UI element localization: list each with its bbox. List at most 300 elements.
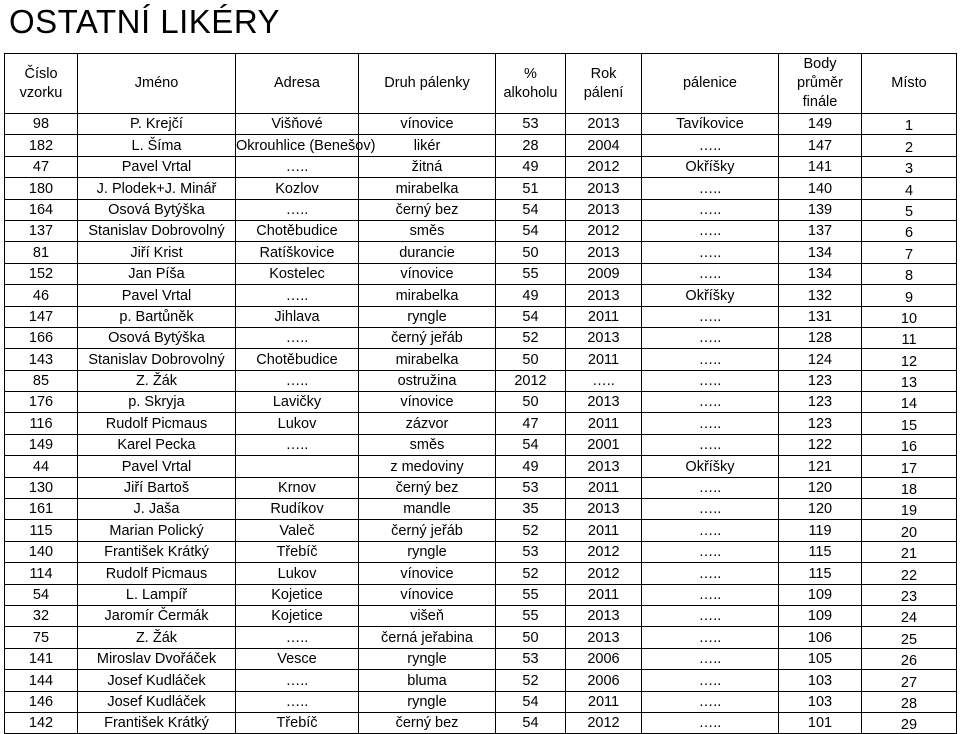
cell-spirit-type: ryngle xyxy=(359,648,496,669)
cell-distillery: Okříšky xyxy=(642,285,779,306)
cell-spirit-type: durancie xyxy=(359,242,496,263)
cell-alcohol: 47 xyxy=(496,413,566,434)
cell-distillery: ….. xyxy=(642,712,779,733)
cell-alcohol: 28 xyxy=(496,135,566,156)
cell-sample-number: 81 xyxy=(5,242,78,263)
cell-distillery: ….. xyxy=(642,242,779,263)
cell-points: 115 xyxy=(779,563,862,584)
cell-name: Z. Žák xyxy=(78,370,236,391)
cell-alcohol: 54 xyxy=(496,434,566,455)
cell-distillery: ….. xyxy=(642,178,779,199)
cell-rank: 17 xyxy=(862,456,957,477)
cell-rank: 15 xyxy=(862,413,957,434)
cell-sample-number: 166 xyxy=(5,327,78,348)
cell-name: Karel Pecka xyxy=(78,434,236,455)
table-row xyxy=(5,392,957,413)
table-row xyxy=(5,242,957,263)
cell-name: Josef Kudláček xyxy=(78,691,236,712)
cell-name: p. Skryja xyxy=(78,392,236,413)
cell-alcohol: 55 xyxy=(496,584,566,605)
table-row xyxy=(5,327,957,348)
table-row xyxy=(5,605,957,626)
cell-year: 2011 xyxy=(566,306,642,327)
cell-rank: 11 xyxy=(862,327,957,348)
cell-sample-number: 142 xyxy=(5,712,78,733)
cell-year: 2006 xyxy=(566,670,642,691)
cell-name: Osová Bytýška xyxy=(78,199,236,220)
cell-alcohol: 52 xyxy=(496,563,566,584)
cell-sample-number: 130 xyxy=(5,477,78,498)
results-table xyxy=(4,53,957,734)
cell-address: Kozlov xyxy=(236,178,359,199)
cell-alcohol: 54 xyxy=(496,712,566,733)
cell-points: 123 xyxy=(779,370,862,391)
cell-year: 2011 xyxy=(566,413,642,434)
cell-address: Višňové xyxy=(236,114,359,135)
cell-spirit-type: ryngle xyxy=(359,306,496,327)
cell-sample-number: 176 xyxy=(5,392,78,413)
cell-spirit-type: černý bez xyxy=(359,712,496,733)
cell-sample-number: 98 xyxy=(5,114,78,135)
cell-spirit-type: mirabelka xyxy=(359,285,496,306)
cell-sample-number: 164 xyxy=(5,199,78,220)
cell-year: 2013 xyxy=(566,199,642,220)
table-row xyxy=(5,691,957,712)
cell-name: Miroslav Dvořáček xyxy=(78,648,236,669)
cell-points: 147 xyxy=(779,135,862,156)
cell-address: Třebíč xyxy=(236,541,359,562)
cell-year: 2012 xyxy=(566,712,642,733)
table-row xyxy=(5,520,957,541)
cell-points: 134 xyxy=(779,263,862,284)
cell-sample-number: 141 xyxy=(5,648,78,669)
cell-name: Rudolf Picmaus xyxy=(78,413,236,434)
cell-points: 120 xyxy=(779,499,862,520)
cell-name: František Krátký xyxy=(78,541,236,562)
cell-sample-number: 143 xyxy=(5,349,78,370)
cell-sample-number: 47 xyxy=(5,156,78,177)
cell-spirit-type: vínovice xyxy=(359,584,496,605)
table-row xyxy=(5,156,957,177)
cell-year: 2011 xyxy=(566,520,642,541)
table-row xyxy=(5,178,957,199)
cell-name: L. Lampíř xyxy=(78,584,236,605)
cell-alcohol: 55 xyxy=(496,263,566,284)
cell-distillery: ….. xyxy=(642,199,779,220)
cell-address: Okrouhlice (Benešov) xyxy=(236,135,359,156)
cell-address: ….. xyxy=(236,670,359,691)
cell-spirit-type: vínovice xyxy=(359,563,496,584)
cell-points: 120 xyxy=(779,477,862,498)
cell-rank: 1 xyxy=(862,114,957,135)
cell-points: 105 xyxy=(779,648,862,669)
cell-alcohol: 53 xyxy=(496,114,566,135)
cell-address: Lavičky xyxy=(236,392,359,413)
cell-name: Josef Kudláček xyxy=(78,670,236,691)
cell-address: ….. xyxy=(236,156,359,177)
cell-name: Jaromír Čermák xyxy=(78,605,236,626)
cell-spirit-type: vínovice xyxy=(359,392,496,413)
cell-alcohol: 53 xyxy=(496,648,566,669)
cell-spirit-type: černý jeřáb xyxy=(359,327,496,348)
page-title: OSTATNÍ LIKÉRY xyxy=(9,3,281,40)
table-row xyxy=(5,712,957,733)
cell-year: 2013 xyxy=(566,178,642,199)
cell-address: Jihlava xyxy=(236,306,359,327)
cell-distillery: ….. xyxy=(642,648,779,669)
cell-year: 2006 xyxy=(566,648,642,669)
cell-points: 124 xyxy=(779,349,862,370)
cell-year: 2001 xyxy=(566,434,642,455)
cell-spirit-type: zázvor xyxy=(359,413,496,434)
cell-sample-number: 85 xyxy=(5,370,78,391)
table-row xyxy=(5,477,957,498)
cell-name: J. Plodek+J. Minář xyxy=(78,178,236,199)
table-row xyxy=(5,541,957,562)
cell-spirit-type: černá jeřabina xyxy=(359,627,496,648)
cell-rank: 22 xyxy=(862,563,957,584)
table-row xyxy=(5,456,957,477)
col-header-palenice: pálenice xyxy=(642,54,779,114)
cell-points: 134 xyxy=(779,242,862,263)
cell-year: 2013 xyxy=(566,392,642,413)
cell-rank: 6 xyxy=(862,220,957,241)
cell-address: Kojetice xyxy=(236,605,359,626)
cell-address: ….. xyxy=(236,199,359,220)
cell-sample-number: 149 xyxy=(5,434,78,455)
cell-year: 2013 xyxy=(566,114,642,135)
cell-name: Jiří Bartoš xyxy=(78,477,236,498)
cell-distillery: ….. xyxy=(642,541,779,562)
table-row xyxy=(5,370,957,391)
cell-year: 2011 xyxy=(566,584,642,605)
cell-alcohol: 54 xyxy=(496,220,566,241)
cell-alcohol: 54 xyxy=(496,691,566,712)
table-row xyxy=(5,220,957,241)
cell-rank: 14 xyxy=(862,392,957,413)
cell-alcohol: 2012 xyxy=(496,370,566,391)
cell-name: Pavel Vrtal xyxy=(78,285,236,306)
cell-sample-number: 116 xyxy=(5,413,78,434)
col-header-misto: Místo xyxy=(862,54,957,114)
cell-address: Rudíkov xyxy=(236,499,359,520)
cell-distillery: ….. xyxy=(642,627,779,648)
cell-alcohol: 53 xyxy=(496,477,566,498)
cell-address: ….. xyxy=(236,434,359,455)
cell-points: 137 xyxy=(779,220,862,241)
cell-address: Valeč xyxy=(236,520,359,541)
cell-distillery: ….. xyxy=(642,691,779,712)
cell-rank: 8 xyxy=(862,263,957,284)
col-header-jmeno: Jméno xyxy=(78,54,236,114)
cell-name: P. Krejčí xyxy=(78,114,236,135)
cell-points: 140 xyxy=(779,178,862,199)
cell-distillery: Okříšky xyxy=(642,156,779,177)
cell-rank: 29 xyxy=(862,712,957,733)
cell-distillery: ….. xyxy=(642,327,779,348)
cell-points: 101 xyxy=(779,712,862,733)
cell-name: Jiří Krist xyxy=(78,242,236,263)
cell-rank: 28 xyxy=(862,691,957,712)
cell-sample-number: 137 xyxy=(5,220,78,241)
table-header xyxy=(5,54,957,114)
cell-sample-number: 147 xyxy=(5,306,78,327)
table-row xyxy=(5,263,957,284)
cell-spirit-type: vínovice xyxy=(359,263,496,284)
cell-address: Kojetice xyxy=(236,584,359,605)
table-row xyxy=(5,584,957,605)
cell-year: 2013 xyxy=(566,499,642,520)
cell-sample-number: 180 xyxy=(5,178,78,199)
cell-spirit-type: ostružina xyxy=(359,370,496,391)
cell-year: 2013 xyxy=(566,327,642,348)
cell-spirit-type: bluma xyxy=(359,670,496,691)
cell-points: 139 xyxy=(779,199,862,220)
cell-name: Pavel Vrtal xyxy=(78,456,236,477)
cell-address: ….. xyxy=(236,285,359,306)
cell-distillery: ….. xyxy=(642,605,779,626)
cell-address xyxy=(236,456,359,477)
cell-address: Krnov xyxy=(236,477,359,498)
cell-rank: 5 xyxy=(862,199,957,220)
cell-alcohol: 35 xyxy=(496,499,566,520)
cell-address: Třebíč xyxy=(236,712,359,733)
cell-points: 121 xyxy=(779,456,862,477)
cell-year: 2013 xyxy=(566,627,642,648)
cell-spirit-type: černý bez xyxy=(359,199,496,220)
cell-spirit-type: mandle xyxy=(359,499,496,520)
cell-rank: 9 xyxy=(862,285,957,306)
cell-rank: 25 xyxy=(862,627,957,648)
cell-rank: 12 xyxy=(862,349,957,370)
cell-year: 2013 xyxy=(566,456,642,477)
cell-distillery: ….. xyxy=(642,670,779,691)
cell-distillery: ….. xyxy=(642,306,779,327)
cell-points: 106 xyxy=(779,627,862,648)
cell-points: 141 xyxy=(779,156,862,177)
cell-distillery: ….. xyxy=(642,263,779,284)
table-row xyxy=(5,648,957,669)
cell-points: 109 xyxy=(779,605,862,626)
cell-distillery: ….. xyxy=(642,413,779,434)
cell-address: Ratíškovice xyxy=(236,242,359,263)
col-header-adresa: Adresa xyxy=(236,54,359,114)
cell-sample-number: 146 xyxy=(5,691,78,712)
cell-address: ….. xyxy=(236,370,359,391)
cell-spirit-type: ryngle xyxy=(359,541,496,562)
cell-year: 2011 xyxy=(566,691,642,712)
cell-name: Stanislav Dobrovolný xyxy=(78,349,236,370)
table-row xyxy=(5,670,957,691)
cell-distillery: ….. xyxy=(642,349,779,370)
cell-sample-number: 32 xyxy=(5,605,78,626)
cell-rank: 7 xyxy=(862,242,957,263)
cell-sample-number: 140 xyxy=(5,541,78,562)
cell-alcohol: 54 xyxy=(496,199,566,220)
cell-alcohol: 51 xyxy=(496,178,566,199)
cell-sample-number: 75 xyxy=(5,627,78,648)
cell-spirit-type: žitná xyxy=(359,156,496,177)
cell-points: 131 xyxy=(779,306,862,327)
col-header-rok-paleni: Rok pálení xyxy=(566,54,642,114)
cell-address: Lukov xyxy=(236,413,359,434)
cell-address: ….. xyxy=(236,691,359,712)
cell-distillery: ….. xyxy=(642,135,779,156)
cell-alcohol: 50 xyxy=(496,392,566,413)
cell-sample-number: 115 xyxy=(5,520,78,541)
cell-points: 149 xyxy=(779,114,862,135)
cell-address: Vesce xyxy=(236,648,359,669)
cell-year: 2011 xyxy=(566,349,642,370)
col-header-druh-palenky: Druh pálenky xyxy=(359,54,496,114)
table-row xyxy=(5,434,957,455)
cell-spirit-type: směs xyxy=(359,434,496,455)
cell-sample-number: 182 xyxy=(5,135,78,156)
cell-points: 132 xyxy=(779,285,862,306)
table-body xyxy=(5,114,957,734)
cell-alcohol: 54 xyxy=(496,306,566,327)
cell-spirit-type: likér xyxy=(359,135,496,156)
cell-address: Chotěbudice xyxy=(236,220,359,241)
cell-year: 2004 xyxy=(566,135,642,156)
cell-year: 2009 xyxy=(566,263,642,284)
cell-alcohol: 50 xyxy=(496,627,566,648)
cell-name: Stanislav Dobrovolný xyxy=(78,220,236,241)
cell-spirit-type: vínovice xyxy=(359,114,496,135)
cell-distillery: Tavíkovice xyxy=(642,114,779,135)
cell-distillery: ….. xyxy=(642,392,779,413)
cell-points: 103 xyxy=(779,691,862,712)
cell-rank: 26 xyxy=(862,648,957,669)
cell-points: 128 xyxy=(779,327,862,348)
cell-points: 115 xyxy=(779,541,862,562)
cell-name: p. Bartůněk xyxy=(78,306,236,327)
cell-address: Chotěbudice xyxy=(236,349,359,370)
cell-year: 2013 xyxy=(566,242,642,263)
cell-sample-number: 44 xyxy=(5,456,78,477)
cell-name: Z. Žák xyxy=(78,627,236,648)
cell-distillery: Okříšky xyxy=(642,456,779,477)
table-row xyxy=(5,563,957,584)
cell-points: 123 xyxy=(779,392,862,413)
cell-distillery: ….. xyxy=(642,370,779,391)
table-row xyxy=(5,135,957,156)
cell-sample-number: 161 xyxy=(5,499,78,520)
cell-name: Marian Polický xyxy=(78,520,236,541)
cell-alcohol: 52 xyxy=(496,520,566,541)
cell-distillery: ….. xyxy=(642,563,779,584)
col-header-body: Body průměr finále xyxy=(779,54,862,114)
table-row xyxy=(5,349,957,370)
cell-sample-number: 152 xyxy=(5,263,78,284)
cell-name: Jan Píša xyxy=(78,263,236,284)
table-row xyxy=(5,306,957,327)
cell-sample-number: 114 xyxy=(5,563,78,584)
cell-alcohol: 49 xyxy=(496,456,566,477)
cell-rank: 18 xyxy=(862,477,957,498)
col-header-cislo-vzorku: Číslo vzorku xyxy=(5,54,78,114)
cell-alcohol: 49 xyxy=(496,285,566,306)
cell-rank: 20 xyxy=(862,520,957,541)
cell-spirit-type: mirabelka xyxy=(359,178,496,199)
cell-points: 123 xyxy=(779,413,862,434)
cell-points: 103 xyxy=(779,670,862,691)
cell-year: 2011 xyxy=(566,477,642,498)
cell-year: 2012 xyxy=(566,563,642,584)
cell-address: Lukov xyxy=(236,563,359,584)
cell-spirit-type: černý jeřáb xyxy=(359,520,496,541)
cell-distillery: ….. xyxy=(642,520,779,541)
cell-distillery: ….. xyxy=(642,584,779,605)
cell-spirit-type: z medoviny xyxy=(359,456,496,477)
cell-name: Rudolf Picmaus xyxy=(78,563,236,584)
cell-distillery: ….. xyxy=(642,477,779,498)
cell-name: L. Šíma xyxy=(78,135,236,156)
cell-name: J. Jaša xyxy=(78,499,236,520)
cell-alcohol: 50 xyxy=(496,242,566,263)
cell-year: ….. xyxy=(566,370,642,391)
cell-sample-number: 46 xyxy=(5,285,78,306)
cell-points: 122 xyxy=(779,434,862,455)
table-row xyxy=(5,413,957,434)
cell-rank: 13 xyxy=(862,370,957,391)
cell-year: 2013 xyxy=(566,285,642,306)
cell-alcohol: 49 xyxy=(496,156,566,177)
col-header-alkohol: % alkoholu xyxy=(496,54,566,114)
cell-distillery: ….. xyxy=(642,434,779,455)
cell-spirit-type: ryngle xyxy=(359,691,496,712)
cell-address: ….. xyxy=(236,627,359,648)
cell-alcohol: 52 xyxy=(496,670,566,691)
cell-alcohol: 50 xyxy=(496,349,566,370)
cell-year: 2012 xyxy=(566,156,642,177)
cell-rank: 19 xyxy=(862,499,957,520)
cell-points: 119 xyxy=(779,520,862,541)
cell-rank: 4 xyxy=(862,178,957,199)
cell-rank: 23 xyxy=(862,584,957,605)
table-row xyxy=(5,199,957,220)
table-row xyxy=(5,114,957,135)
cell-spirit-type: černý bez xyxy=(359,477,496,498)
cell-distillery: ….. xyxy=(642,499,779,520)
table-row xyxy=(5,499,957,520)
cell-sample-number: 144 xyxy=(5,670,78,691)
cell-year: 2012 xyxy=(566,541,642,562)
cell-sample-number: 54 xyxy=(5,584,78,605)
cell-spirit-type: směs xyxy=(359,220,496,241)
cell-rank: 10 xyxy=(862,306,957,327)
cell-distillery: ….. xyxy=(642,220,779,241)
cell-address: ….. xyxy=(236,327,359,348)
cell-alcohol: 53 xyxy=(496,541,566,562)
cell-spirit-type: mirabelka xyxy=(359,349,496,370)
table-row xyxy=(5,627,957,648)
cell-rank: 24 xyxy=(862,605,957,626)
cell-rank: 21 xyxy=(862,541,957,562)
cell-alcohol: 52 xyxy=(496,327,566,348)
cell-rank: 3 xyxy=(862,156,957,177)
cell-address: Kostelec xyxy=(236,263,359,284)
cell-name: František Krátký xyxy=(78,712,236,733)
cell-points: 109 xyxy=(779,584,862,605)
cell-rank: 2 xyxy=(862,135,957,156)
cell-rank: 16 xyxy=(862,434,957,455)
header-row xyxy=(5,54,957,114)
cell-year: 2012 xyxy=(566,220,642,241)
cell-name: Pavel Vrtal xyxy=(78,156,236,177)
table-row xyxy=(5,285,957,306)
cell-name: Osová Bytýška xyxy=(78,327,236,348)
